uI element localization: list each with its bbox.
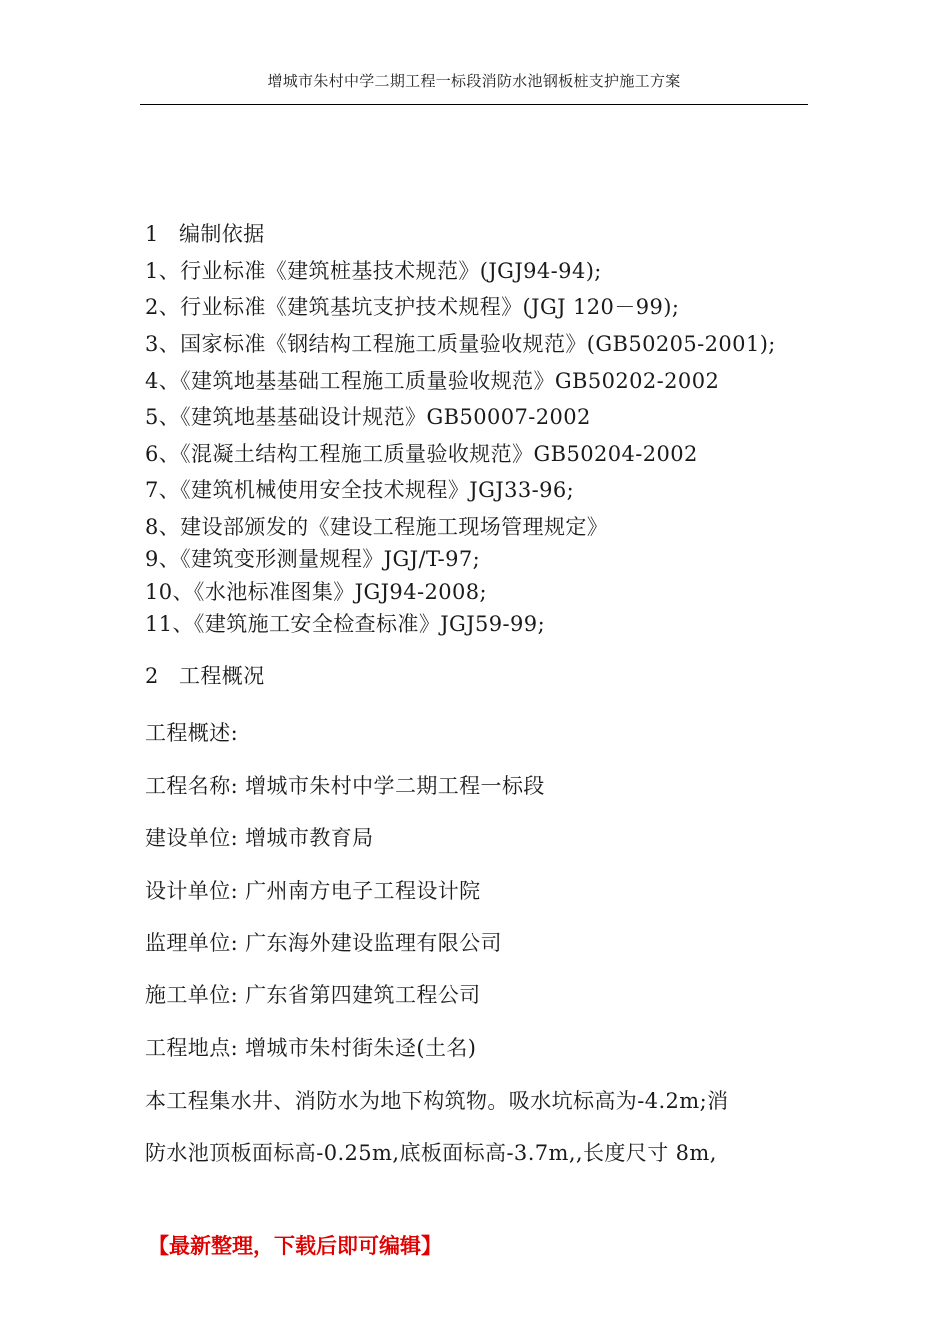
overview-label: 工程概述: xyxy=(145,721,239,745)
reference-item: 5、《建筑地基基础设计规范》GB50007-2002 xyxy=(145,405,591,429)
section-2-title: 工程概况 xyxy=(179,664,265,688)
reference-item: 7、《建筑机械使用安全技术规程》JGJ33-96; xyxy=(145,478,575,502)
reference-item: 10、《水池标准图集》JGJ94-2008; xyxy=(145,580,487,604)
footer-note: 【最新整理，下载后即可编辑】 xyxy=(148,1233,442,1258)
paragraph-line: 本工程集水井、消防水为地下构筑物。吸水坑标高为-4.2m;消 xyxy=(145,1089,729,1113)
reference-item: 2、行业标准《建筑基坑支护技术规程》(JGJ 120－99); xyxy=(145,295,680,319)
reference-item: 1、行业标准《建筑桩基技术规范》(JGJ94-94); xyxy=(145,259,602,283)
header-title: 增城市朱村中学二期工程一标段消防水池钢板桩支护施工方案 xyxy=(267,72,681,90)
section-1-heading xyxy=(145,220,265,248)
reference-item: 4、《建筑地基基础工程施工质量验收规范》GB50202-2002 xyxy=(145,369,720,393)
section-2-number: 2 xyxy=(145,664,159,688)
page-header xyxy=(140,0,808,105)
section-1-number: 1 xyxy=(145,222,159,246)
project-detail: 设计单位: 广州南方电子工程设计院 xyxy=(145,879,481,903)
project-detail: 工程地点: 增城市朱村街朱迳(土名) xyxy=(145,1036,477,1060)
reference-item: 6、《混凝土结构工程施工质量验收规范》GB50204-2002 xyxy=(145,442,698,466)
project-detail: 施工单位: 广东省第四建筑工程公司 xyxy=(145,983,481,1007)
reference-item: 3、国家标准《钢结构工程施工质量验收规范》(GB50205-2001); xyxy=(145,332,776,356)
paragraph-line: 防水池顶板面标高-0.25m,底板面标高-3.7m,,长度尺寸 8m, xyxy=(145,1141,717,1165)
section-2-heading xyxy=(145,662,265,690)
section-1-title: 编制依据 xyxy=(179,222,265,246)
project-detail: 监理单位: 广东海外建设监理有限公司 xyxy=(145,931,502,955)
reference-item: 9、《建筑变形测量规程》JGJ/T-97; xyxy=(145,547,481,571)
reference-item: 8、建设部颁发的《建设工程施工现场管理规定》 xyxy=(145,515,609,539)
reference-item: 11、《建筑施工安全检查标准》JGJ59-99; xyxy=(145,612,546,636)
project-detail: 工程名称: 增城市朱村中学二期工程一标段 xyxy=(145,774,545,798)
project-detail: 建设单位: 增城市教育局 xyxy=(145,826,374,850)
